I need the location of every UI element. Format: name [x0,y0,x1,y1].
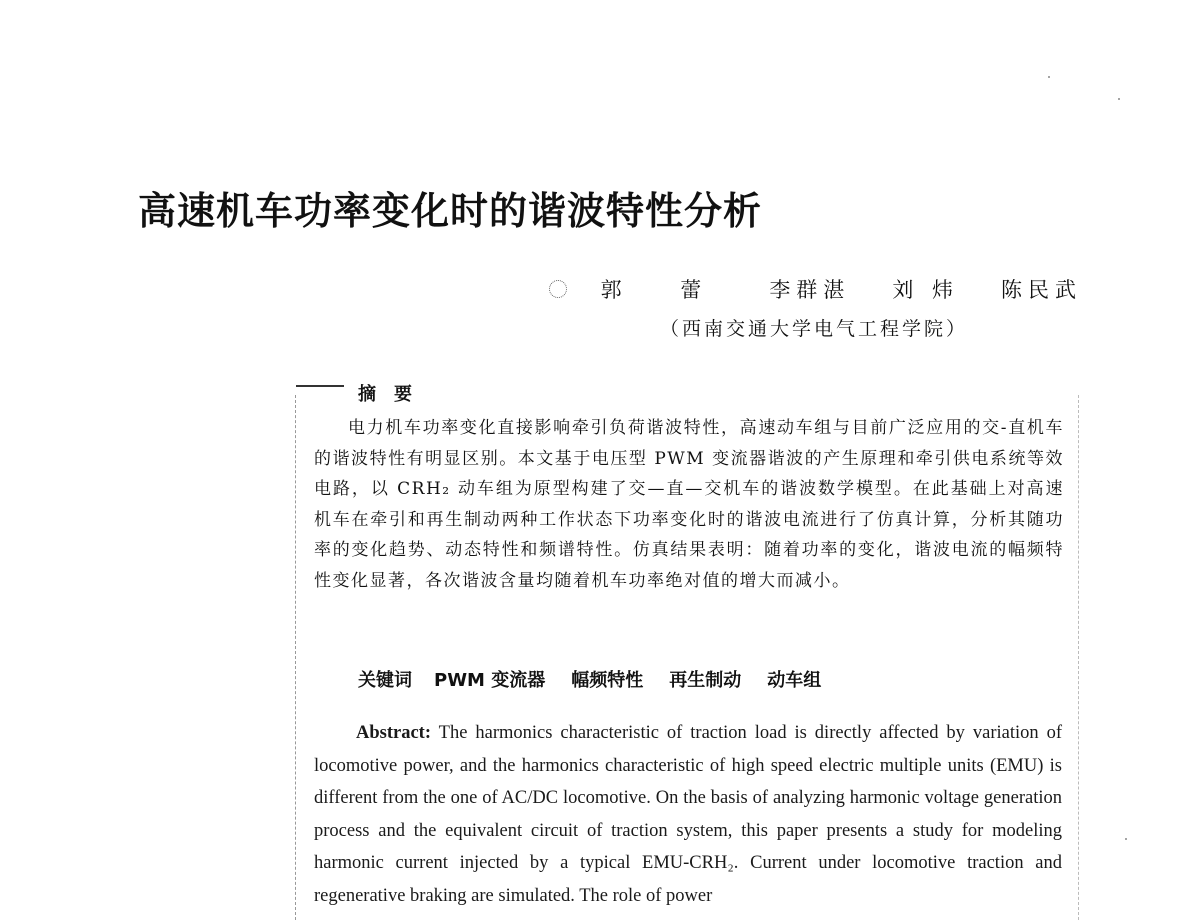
abstract-english [314,717,1062,912]
keyword-2: 幅频特性 [571,670,644,691]
abstract-heading: 摘要 [358,384,430,405]
keyword-1: PWM 变流器 [434,670,546,691]
author-marker-icon [549,280,567,298]
abstract-chinese: 电力机车功率变化直接影响牵引负荷谐波特性，高速动车组与目前广泛应用的交-直机车的谐波特性有明显区别。本文基于电压型 PWM 变流器谐波的产生原理和牵引供电系统等效电路，以 CRH₂ 动车组为原型构建了交—直—交机车的谐波数学模型。在此基础上对高速机车在牵引和再生制动两种工作状态下功率变化时的谐波电流进行了仿真计算，分析其随功率的变化趋势、动态特性和频谱特性。仿真结果表明：随着功率的变化，谐波电流的幅频特性变化显著，各次谐波含量均随着机车功率绝对值的增大而减小。 [314,418,1064,591]
scan-speck [1048,76,1050,78]
abstract-english-label: Abstract: [356,723,432,743]
author-3: 刘 炜 [892,278,959,302]
scan-speck [1118,98,1120,100]
scan-speck [1125,838,1127,840]
keyword-3: 再生制动 [669,670,742,691]
abstract-english-text: The harmonics characteristic of traction load is directly affected by variation of locomotive power, and the harmonics characteristic of high speed electric multiple units (EMU) is different from the one of AC/DC locomotive. On the basis of analyzing harmonic voltage generation process and the equivalent circuit of traction system, this paper presents a study for modeling harmonic current injected by a typical EMU-CRH₂. Current under locomotive traction and regenerative braking are simulated. The role of power [314,723,1062,906]
author-list [549,274,1082,304]
abstract-rule [296,385,344,387]
author-4: 陈民武 [1001,278,1082,302]
abstract-frame-left [295,395,296,920]
affiliation: （西南交通大学电气工程学院） [660,318,969,340]
keywords-label: 关键词 [358,670,412,691]
keyword-4: 动车组 [767,670,822,691]
author-2: 李群湛 [769,278,851,302]
keywords-line [358,666,847,692]
author-1: 郭 蕾 [600,278,728,302]
paper-title: 高速机车功率变化时的谐波特性分析 [138,188,763,233]
abstract-frame-right [1078,395,1079,920]
